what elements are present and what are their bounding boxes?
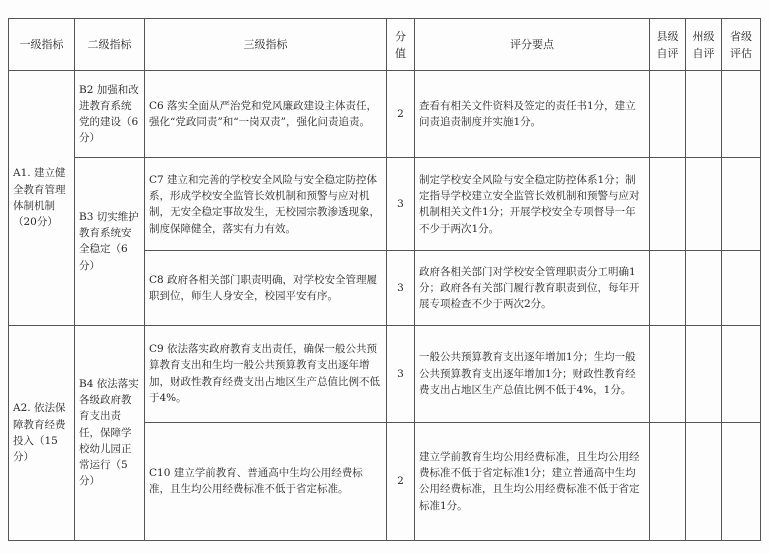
table-row (9, 71, 761, 158)
level2-cell: B2 加强和改进教育系统党的建设（6分） (75, 71, 145, 158)
criteria-cell: 制定学校安全风险与安全稳定防控体系1分；制定指导学校建立安全监管长效机制和预警与应对机制相关文件1分；开展学校安全专项督导一年不少于两次1分。 (415, 158, 650, 251)
score-cell: 3 (387, 251, 415, 325)
county-score-cell[interactable] (650, 251, 686, 325)
province-score-cell[interactable] (722, 251, 761, 325)
prefecture-score-cell[interactable] (686, 325, 722, 422)
level3-cell: C10 建立学前教育、普通高中生均公用经费标准，且生均公用经费标准不低于省定标准。 (145, 422, 387, 540)
header-level2: 二级指标 (75, 19, 145, 71)
header-score: 分值 (387, 19, 415, 71)
prefecture-score-cell[interactable] (686, 71, 722, 158)
level3-cell: C6 落实全面从严治党和党风廉政建设主体责任，强化“党政同责”和“一岗双责”，强化问责追责。 (145, 71, 387, 158)
county-score-cell[interactable] (650, 158, 686, 251)
header-level1: 一级指标 (9, 19, 75, 71)
header-province: 省级评估 (722, 19, 761, 71)
score-cell: 2 (387, 71, 415, 158)
criteria-cell: 一般公共预算教育支出逐年增加1分；生均一般公共预算教育支出逐年增加1分；财政性教育经费支出占地区生产总值比例不低于4%，1分。 (415, 325, 650, 422)
province-score-cell[interactable] (722, 71, 761, 158)
prefecture-score-cell[interactable] (686, 422, 722, 540)
score-cell: 3 (387, 325, 415, 422)
level2-cell: B3 切实维护教育系统安全稳定（6分） (75, 158, 145, 325)
header-county: 县级自评 (650, 19, 686, 71)
county-score-cell[interactable] (650, 325, 686, 422)
header-prefecture: 州级自评 (686, 19, 722, 71)
prefecture-score-cell[interactable] (686, 251, 722, 325)
header-level3: 三级指标 (145, 19, 387, 71)
criteria-cell: 查看有相关文件资料及签定的责任书1分，建立问责追责制度并实施1分。 (415, 71, 650, 158)
level3-cell: C7 建立和完善的学校安全风险与安全稳定防控体系，形成学校安全监管长效机制和预警与应对机制，无安全稳定事故发生，无校园宗教渗透现象，制度保障健全，落实有力有效。 (145, 158, 387, 251)
header-criteria: 评分要点 (415, 19, 650, 71)
criteria-cell: 建立学前教育生均公用经费标准，且生均公用经费标准不低于省定标准1分；建立普通高中生均公用经费标准，且生均公用经费标准不低于省定标准1分。 (415, 422, 650, 540)
prefecture-score-cell[interactable] (686, 158, 722, 251)
evaluation-table (8, 18, 761, 541)
table-row (9, 158, 761, 251)
county-score-cell[interactable] (650, 422, 686, 540)
level3-cell: C9 依法落实政府教育支出责任，确保一般公共预算教育支出和生均一般公共预算教育支出逐年增加，财政性教育经费支出占地区生产总值比例不低于4%。 (145, 325, 387, 422)
province-score-cell[interactable] (722, 158, 761, 251)
header-row (9, 19, 761, 71)
table-row (9, 325, 761, 422)
score-cell: 2 (387, 422, 415, 540)
score-cell: 3 (387, 158, 415, 251)
level1-cell: A1. 建立健全教育管理体制机制（20分） (9, 71, 75, 325)
province-score-cell[interactable] (722, 422, 761, 540)
county-score-cell[interactable] (650, 71, 686, 158)
level3-cell: C8 政府各相关部门职责明确，对学校安全管理履职到位，师生人身安全，校园平安有序。 (145, 251, 387, 325)
criteria-cell: 政府各相关部门对学校安全管理职责分工明确1分；政府各有关部门履行教育职责到位，每年开展专项检查不少于两次2分。 (415, 251, 650, 325)
province-score-cell[interactable] (722, 325, 761, 422)
level2-cell: B4 依法落实各级政府教育支出责任，保障学校幼儿园正常运行（5分） (75, 325, 145, 540)
level1-cell: A2. 依法保障教育经费投入（15分） (9, 325, 75, 540)
